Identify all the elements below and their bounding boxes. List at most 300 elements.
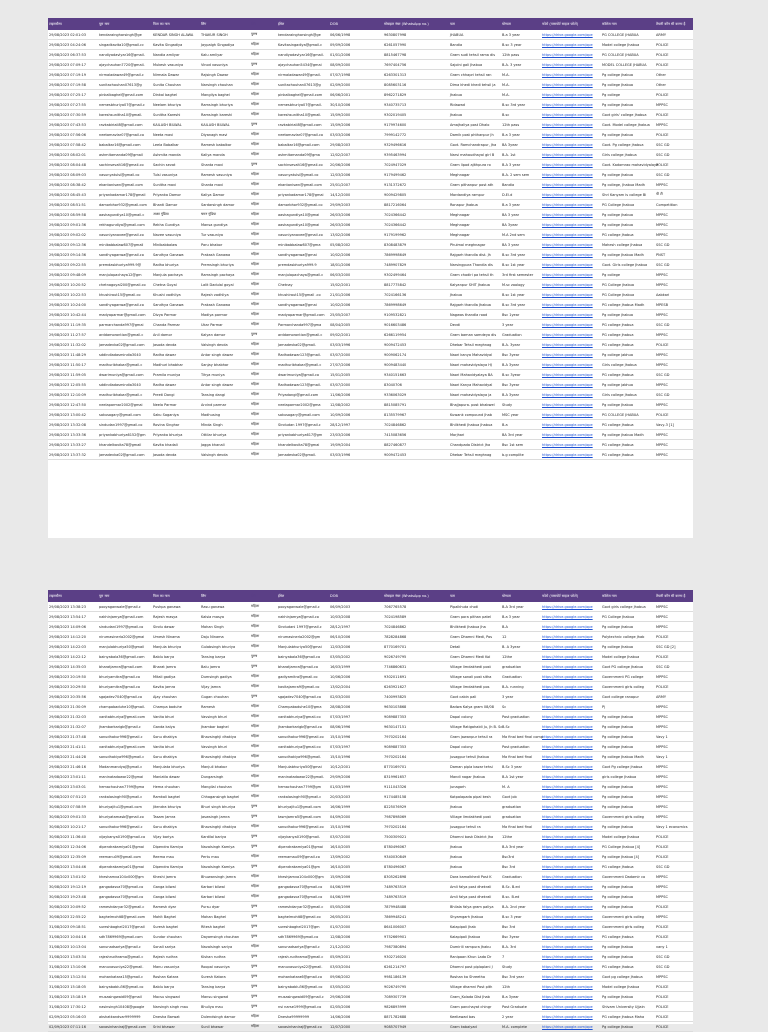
table-cell: sandhyaganwa@gmai	[277, 300, 329, 310]
photo-link[interactable]: https://drive.google.com/ope	[541, 250, 601, 260]
table-cell: Jhabua	[449, 90, 501, 100]
table-row	[48, 792, 693, 802]
photo-link[interactable]: https://drive.google.com/ope	[541, 180, 601, 190]
photo-link[interactable]: https://drive.google.com/ope	[541, 772, 601, 782]
table-cell: priyankabhuriya617@gm	[277, 430, 329, 440]
photo-link[interactable]: https://drive.google.com/ope	[541, 190, 601, 200]
table-cell: Dima khedi khedi tehsil ja	[449, 80, 501, 90]
table-cell: महिला	[250, 712, 277, 722]
table-cell: dipendrakamiya01@gmai	[98, 842, 152, 852]
table-cell: Model college Jhabua	[601, 652, 655, 662]
table-cell: Pg college jhabua	[601, 782, 655, 792]
table-cell: महिला	[250, 682, 277, 692]
photo-link[interactable]: https://drive.google.com/ope	[541, 260, 601, 270]
table-cell: 01/07/2000	[329, 922, 383, 932]
table-cell: MPPSC	[655, 712, 693, 722]
photo-link[interactable]: https://drive.google.com/ope	[541, 1002, 601, 1012]
table-cell: hemachouhan7799@gm	[277, 782, 329, 792]
table-cell: bhuriyatamasb@gmail.co	[98, 812, 152, 822]
table-cell: musasingwaid09@gmail.c	[277, 992, 329, 1002]
table-cell: Jhabua	[449, 802, 501, 812]
table-cell: Gram chhapri tehsil ran	[449, 70, 501, 80]
photo-link[interactable]: https://drive.google.com/ope	[541, 1012, 601, 1022]
table-cell: POLICE	[655, 652, 693, 662]
table-cell: Pg college jabhua	[601, 380, 655, 390]
table-cell: 31/08/2023 13:12:54	[48, 972, 98, 982]
photo-link[interactable]: https://drive.google.com/ope	[541, 170, 601, 180]
photo-link[interactable]: https://drive.google.com/ope	[541, 430, 601, 440]
photo-link[interactable]: https://drive.google.com/ope	[541, 200, 601, 210]
table-cell: Dumirili rampura Jhabu	[449, 942, 501, 952]
table-row	[48, 370, 693, 380]
table-cell: M.A.	[501, 80, 541, 90]
table-cell: 7879948488	[383, 902, 449, 912]
photo-link[interactable]: https://drive.google.com/ope	[541, 952, 601, 962]
photo-link[interactable]: https://drive.google.com/ope	[541, 842, 601, 852]
photo-link[interactable]: https://drive.google.com/ope	[541, 160, 601, 170]
table-cell: PG College jhabua	[601, 280, 655, 290]
table-cell: Jhabua	[449, 110, 501, 120]
photo-link[interactable]: https://drive.google.com/ope	[541, 320, 601, 330]
table-cell: पुरुष	[250, 902, 277, 912]
table-cell: MPPSC	[655, 672, 693, 682]
table-cell: 30/08/2023 13:04:46	[48, 862, 98, 872]
table-cell: B. A 3year	[501, 642, 541, 652]
table-cell: Sc	[501, 702, 541, 712]
table-cell: Pg college jhabua	[601, 130, 655, 140]
table-cell: Mangilal chouhan	[200, 782, 250, 792]
photo-link[interactable]: https://drive.google.com/ope	[541, 702, 601, 712]
table-row	[48, 180, 693, 190]
table-cell: महिला	[250, 150, 277, 160]
photo-link[interactable]: https://drive.google.com/ope	[541, 622, 601, 632]
table-cell: Antar singh dawar	[200, 380, 250, 390]
table-row	[48, 430, 693, 440]
photo-link[interactable]: https://drive.google.com/ope	[541, 150, 601, 160]
photo-link[interactable]: https://drive.google.com/ope	[541, 450, 601, 460]
table-cell: Govt girls college Jhabua	[601, 602, 655, 612]
photo-link[interactable]: https://drive.google.com/ope	[541, 892, 601, 902]
table-cell: PG College Jhabua	[601, 612, 655, 622]
table-cell: Govt cabin pali	[449, 692, 501, 702]
table-cell: Kheshi jamra	[152, 872, 200, 882]
column-header: कॉलेज नाम	[601, 590, 655, 602]
photo-link[interactable]: https://drive.google.com/ope	[541, 310, 601, 320]
photo-link[interactable]: https://drive.google.com/ope	[541, 360, 601, 370]
table-cell: महिला	[250, 732, 277, 742]
photo-link[interactable]: https://drive.google.com/ope	[541, 652, 601, 662]
table-cell: B.A. 3rd	[501, 942, 541, 952]
table-row	[48, 842, 693, 852]
table-cell: Shanta mavi	[200, 180, 250, 190]
photo-link[interactable]: https://drive.google.com/ope	[541, 722, 601, 732]
photo-link[interactable]: https://drive.google.com/ope	[541, 682, 601, 692]
table-cell: 09/09/2006	[329, 40, 383, 50]
table-cell: B.sc 3rd year	[501, 250, 541, 260]
photo-link[interactable]: https://drive.google.com/ope	[541, 782, 601, 792]
table-cell: MPPSC	[655, 882, 693, 892]
table-row	[48, 150, 693, 160]
table-cell: Sanjay bhabhar	[200, 360, 250, 370]
table-cell: महिला	[250, 852, 277, 862]
table-cell: Rajsingh Dawar	[200, 70, 250, 80]
photo-link[interactable]: https://drive.google.com/ope	[541, 30, 601, 40]
table-cell: Chhagansingh baghel	[200, 792, 250, 802]
table-cell: B.A 3rd year	[501, 842, 541, 852]
table-cell: B.A	[501, 622, 541, 632]
photo-link[interactable]: https://drive.google.com/ope	[541, 742, 601, 752]
table-cell: Meghnagar	[449, 230, 501, 240]
table-cell: Ma final bed final	[501, 822, 541, 832]
photo-link[interactable]: https://drive.google.com/ope	[541, 662, 601, 672]
table-cell: Vavy 1 economics	[655, 822, 693, 832]
table-cell: Tur vasuniya	[200, 230, 250, 240]
photo-link[interactable]: https://drive.google.com/ope	[541, 812, 601, 822]
table-cell: Dhamni bask District Jha	[449, 832, 501, 842]
photo-link[interactable]: https://drive.google.com/ope	[541, 40, 601, 50]
table-cell: B.a 3 year	[501, 30, 541, 40]
photo-link[interactable]: https://drive.google.com/ope	[541, 280, 601, 290]
table-cell: MPPSC	[655, 430, 693, 440]
table-cell: Devdi	[449, 320, 501, 330]
photo-link[interactable]: https://drive.google.com/ope	[541, 70, 601, 80]
table-cell: महिला	[250, 210, 277, 220]
table-cell: POLICE	[655, 130, 693, 140]
table-cell: PG college Jhabua	[601, 230, 655, 240]
table-cell: महिला	[250, 310, 277, 320]
table-cell: Gram pithanpur post ath	[449, 180, 501, 190]
table-cell: Kalsia masya	[200, 612, 250, 622]
table-cell: 29/08/2023 11:27:57	[48, 330, 98, 340]
table-cell: Rajgarh thandla Jhabua	[449, 300, 501, 310]
table-cell: nakhinjamya@gmail.com	[98, 612, 152, 622]
column-header: फोटो (पासपोर्ट साइज फोटो)	[541, 18, 601, 30]
table-row	[48, 762, 693, 772]
table-cell: महिला	[250, 100, 277, 110]
table-cell: Naori mahavidyalaya ja	[449, 390, 501, 400]
table-cell: Sonu dhakiya	[152, 732, 200, 742]
photo-link[interactable]: https://drive.google.com/ope	[541, 802, 601, 812]
table-cell: PG college jhabua Maha	[601, 1012, 655, 1022]
table-cell: Dhebar Tehsil meghnag	[449, 340, 501, 350]
table-cell: Ukar Parmar	[200, 320, 250, 330]
photo-link[interactable]: https://drive.google.com/ope	[541, 962, 601, 972]
table-cell: 29/08/2023 09:48:09	[48, 270, 98, 280]
photo-link[interactable]: https://drive.google.com/ope	[541, 220, 601, 230]
table-cell: महिला	[250, 230, 277, 240]
table-cell: 29/08/2023 14:12:20	[48, 632, 98, 642]
table-cell: Naori kanya Mahavidyal	[449, 350, 501, 360]
table-cell: 29/08/2023 07:43:53	[48, 120, 98, 130]
photo-link[interactable]: https://drive.google.com/ope	[541, 90, 601, 100]
photo-link[interactable]: https://drive.google.com/ope	[541, 80, 601, 90]
table-row	[48, 782, 693, 792]
table-cell: 29/08/2023 13:33:36	[48, 430, 98, 440]
table-cell: Bsc 3rd year	[501, 972, 541, 982]
table-cell: महिला	[250, 642, 277, 652]
table-cell: Prakash Ganawa	[200, 250, 250, 260]
table-cell: 09/02/2001	[329, 330, 383, 340]
table-cell: 7869998649	[383, 300, 449, 310]
table-cell: Manjuli bhabor	[200, 762, 250, 772]
photo-link[interactable]: https://drive.google.com/ope	[541, 882, 601, 892]
table-cell: Gram chodiri pa tehsil th	[449, 270, 501, 280]
photo-link[interactable]: https://drive.google.com/ope	[541, 130, 601, 140]
photo-link[interactable]: https://drive.google.com/ope	[541, 100, 601, 110]
photo-link[interactable]: https://drive.google.com/ope	[541, 410, 601, 420]
photo-link[interactable]: https://drive.google.com/ope	[541, 912, 601, 922]
table-cell: Shanta mavi	[200, 160, 250, 170]
table-cell: 7489907829	[383, 260, 449, 270]
table-cell: 10/12/2001	[329, 762, 383, 772]
photo-link[interactable]: https://drive.google.com/ope	[541, 752, 601, 762]
table-cell: madhuribhabar@gmail.c	[277, 360, 329, 370]
table-cell: Radhadawar123@gmail.	[277, 380, 329, 390]
table-cell: parmarchanda997@gmai	[98, 320, 152, 330]
column-header: पिता का नाम	[152, 590, 200, 602]
table-row	[48, 872, 693, 882]
table-cell: Priyanka bhuriya	[152, 430, 200, 440]
table-cell: nandiyadavlyar16@gmail.	[98, 50, 152, 60]
table-cell: Pipalkhuta choti	[449, 602, 501, 612]
photo-link[interactable]: https://drive.google.com/ope	[541, 672, 601, 682]
table-cell: Radha bhuriya	[152, 260, 200, 270]
table-cell: sandhyaganwa@gmail.co	[98, 300, 152, 310]
table-cell: 7024846862	[383, 622, 449, 632]
photo-link[interactable]: https://drive.google.com/ope	[541, 942, 601, 952]
table-cell: महिला	[250, 672, 277, 682]
photo-link[interactable]: https://drive.google.com/ope	[541, 380, 601, 390]
photo-link[interactable]: https://drive.google.com/ope	[541, 602, 601, 612]
table-cell: पुरुष	[250, 952, 277, 962]
photo-link[interactable]: https://drive.google.com/ope	[541, 230, 601, 240]
table-cell: 29/08/2023 12:05:55	[48, 380, 98, 390]
table-cell: 7024366442	[383, 210, 449, 220]
column-header: DOB	[329, 18, 383, 30]
table-cell: Pg college jhabua	[601, 792, 655, 802]
table-cell: Model college Jhabua	[601, 40, 655, 50]
table-cell: 29/08/2003	[329, 140, 383, 150]
table-cell: vasunyatulsi@gmail.co	[277, 170, 329, 180]
photo-link[interactable]: https://drive.google.com/ope	[541, 140, 601, 150]
table-cell: Bsc3rd	[501, 852, 541, 862]
table-cell: महिला	[250, 772, 277, 782]
photo-link[interactable]: https://drive.google.com/ope	[541, 792, 601, 802]
photo-link[interactable]: https://drive.google.com/ope	[541, 922, 601, 932]
table-cell: Jusagpur tehsil ra	[449, 822, 501, 832]
table-cell: priyankadamar178@gmail	[98, 190, 152, 200]
table-cell: 8815467798	[383, 50, 449, 60]
table-cell: MPESB	[655, 300, 693, 310]
header-row	[48, 18, 693, 30]
table-cell: 08/09/2000	[329, 60, 383, 70]
table-cell: Dipendra Kamiya	[152, 842, 200, 852]
table-cell: sachinsevalt16@gmail.co	[277, 160, 329, 170]
table-cell: B.sc 3 year	[501, 912, 541, 922]
table-cell: 9131372672	[383, 180, 449, 190]
table-cell: 7746860631	[383, 662, 449, 672]
photo-link[interactable]: https://drive.google.com/ope	[541, 400, 601, 410]
table-row	[48, 280, 693, 290]
table-row	[48, 822, 693, 832]
photo-link[interactable]: https://drive.google.com/ope	[541, 732, 601, 742]
table-cell: 29/08/2023 14:22:03	[48, 642, 98, 652]
table-cell: Bhuwansingh jamra	[200, 872, 250, 882]
photo-link[interactable]: https://drive.google.com/ope	[541, 120, 601, 130]
table-cell: Pg college jhabua	[601, 892, 655, 902]
table-cell: 15/01/2005	[329, 370, 383, 380]
table-cell: MPPSC	[655, 612, 693, 622]
table-cell: Chanda Parmar	[152, 320, 200, 330]
table-row	[48, 922, 693, 932]
table-cell: महिला	[250, 90, 277, 100]
table-cell: Gram pora pithan patel	[449, 612, 501, 622]
table-cell: POLICE	[655, 60, 693, 70]
table-cell: पुरुष	[250, 922, 277, 932]
photo-link[interactable]: https://drive.google.com/ope	[541, 872, 601, 882]
table-cell: vijaykanya0190@gmail.co	[98, 832, 152, 842]
table-cell: Pg college Jhabua	[601, 992, 655, 1002]
table-cell: MODEL COLLEGE JHABUA	[601, 60, 655, 70]
table-cell: Pg college jhabua	[601, 100, 655, 110]
photo-link[interactable]: https://drive.google.com/ope	[541, 852, 601, 862]
photo-link[interactable]: https://drive.google.com/ope	[541, 300, 601, 310]
table-cell: महिला	[250, 290, 277, 300]
table-cell: 7500309021	[383, 832, 449, 842]
table-cell: 02/09/2000	[329, 80, 383, 90]
table-cell: MPPSC	[655, 802, 693, 812]
table-cell: 31/08/2023 15:18:05	[48, 982, 98, 992]
table-cell: Manjulata bhuriya	[152, 762, 200, 772]
table-cell: 26/05/2001	[329, 912, 383, 922]
table-row	[48, 732, 693, 742]
table-cell: Jasoda devda	[152, 340, 200, 350]
table-cell: 9111043326	[383, 782, 449, 792]
table-cell: Kaliya Damor	[200, 190, 250, 200]
table-cell: Village sonali post sitha	[449, 672, 501, 682]
photo-link[interactable]: https://drive.google.com/ope	[541, 60, 601, 70]
photo-link[interactable]: https://drive.google.com/ope	[541, 110, 601, 120]
table-cell: Neela Parmar	[152, 400, 200, 410]
photo-link[interactable]: https://drive.google.com/ope	[541, 902, 601, 912]
table-row	[48, 672, 693, 682]
table-cell: महिला	[250, 742, 277, 752]
photo-link[interactable]: https://drive.google.com/ope	[541, 972, 601, 982]
photo-link[interactable]: https://drive.google.com/ope	[541, 642, 601, 652]
photo-link[interactable]: https://drive.google.com/ope	[541, 982, 601, 992]
table-row	[48, 120, 693, 130]
photo-link[interactable]: https://drive.google.com/ope	[541, 862, 601, 872]
table-cell: BA 3 year	[501, 240, 541, 250]
photo-link[interactable]: https://drive.google.com/ope	[541, 270, 601, 280]
photo-link[interactable]: https://drive.google.com/ope	[541, 612, 601, 622]
table-row	[48, 832, 693, 842]
table-row	[48, 942, 693, 952]
table-cell: 02/09/2023 07:11:16	[48, 1022, 98, 1032]
photo-link[interactable]: https://drive.google.com/ope	[541, 370, 601, 380]
photo-link[interactable]: https://drive.google.com/ope	[541, 420, 601, 430]
photo-link[interactable]: https://drive.google.com/ope	[541, 440, 601, 450]
column-header: मोबाइल नंबर (WhatsApp no.)	[383, 590, 449, 602]
table-cell: Valsingh devda	[200, 340, 250, 350]
table-cell: 11/06/2006	[329, 390, 383, 400]
table-row	[48, 80, 693, 90]
responses-table	[48, 18, 693, 460]
table-cell: Hema chouhan	[152, 782, 200, 792]
table-cell: sonudhakur996@gmail.co	[277, 732, 329, 742]
photo-link[interactable]: https://drive.google.com/ope	[541, 992, 601, 1002]
table-cell: 10/03/2008	[329, 612, 383, 622]
table-cell: Gram kabaiyad	[449, 1022, 501, 1032]
photo-link[interactable]: https://drive.google.com/ope	[541, 832, 601, 842]
table-cell: B.A 1st year	[501, 772, 541, 782]
table-cell: Jamadevka02@gmail.	[277, 340, 329, 350]
photo-link[interactable]: https://drive.google.com/ope	[541, 50, 601, 60]
table-cell: Pg college jhabua	[601, 802, 655, 812]
table-cell: 9089887353	[383, 742, 449, 752]
table-row	[48, 40, 693, 50]
column-header: पूरा नाम	[98, 590, 152, 602]
photo-link[interactable]: https://drive.google.com/ope	[541, 632, 601, 642]
table-cell: Champabaduhe10@gma	[277, 702, 329, 712]
table-cell: 27/07/2006	[329, 360, 383, 370]
photo-link[interactable]: https://drive.google.com/ope	[541, 390, 601, 400]
photo-link[interactable]: https://drive.google.com/ope	[541, 932, 601, 942]
table-cell: gadiyamitra@gmail.co	[277, 672, 329, 682]
table-cell: 9089887353	[383, 712, 449, 722]
table-cell: Village limdakhedi post	[449, 662, 501, 672]
photo-link[interactable]: https://drive.google.com/ope	[541, 350, 601, 360]
table-cell: ravkabiriali8@gmail.com	[277, 120, 329, 130]
photo-link[interactable]: https://drive.google.com/ope	[541, 822, 601, 832]
table-cell: Maniatla dawar	[152, 772, 200, 782]
photo-link[interactable]: https://drive.google.com/ope	[541, 330, 601, 340]
table-cell: bhuriyajitu1@gmail.com	[98, 802, 152, 812]
photo-link[interactable]: https://drive.google.com/ope	[541, 240, 601, 250]
table-cell: 02/03/2000	[329, 692, 383, 702]
photo-link[interactable]: https://drive.google.com/ope	[541, 762, 601, 772]
table-cell: 09/06/2002	[329, 972, 383, 982]
table-cell: Ronapur Jhabua	[449, 200, 501, 210]
table-cell: Tasam Jamra	[152, 812, 200, 822]
table-row	[48, 912, 693, 922]
table-cell: Mordandiya rampur	[449, 190, 501, 200]
table-row	[48, 290, 693, 300]
photo-link[interactable]: https://drive.google.com/ope	[541, 340, 601, 350]
table-row	[48, 420, 693, 430]
table-cell: MPPSC	[655, 872, 693, 882]
photo-link[interactable]: https://drive.google.com/ope	[541, 692, 601, 702]
table-row	[48, 862, 693, 872]
table-cell: ravkabiriali8@gmail.com	[98, 120, 152, 130]
table-cell: 12th pass	[501, 120, 541, 130]
photo-link[interactable]: https://drive.google.com/ope	[541, 712, 601, 722]
table-cell: 21/01/2006	[329, 290, 383, 300]
photo-link[interactable]: https://drive.google.com/ope	[541, 210, 601, 220]
table-row	[48, 962, 693, 972]
table-cell: Polytechnic college Jhab	[601, 632, 655, 642]
table-cell: Bsc 1st sem	[501, 440, 541, 450]
photo-link[interactable]: https://drive.google.com/ope	[541, 1022, 601, 1032]
table-cell: Bhanti Damor	[152, 200, 200, 210]
table-cell: 29/08/2023 07:58:42	[48, 140, 98, 150]
table-cell: 29/08/2023 08:09:03	[48, 170, 98, 180]
photo-link[interactable]: https://drive.google.com/ope	[541, 290, 601, 300]
table-cell: पुरुष	[250, 932, 277, 942]
table-cell: sandhyaganwa@gmai	[277, 250, 329, 260]
table-cell: Jasoda devda	[152, 450, 200, 460]
column-header: DOB	[329, 590, 383, 602]
